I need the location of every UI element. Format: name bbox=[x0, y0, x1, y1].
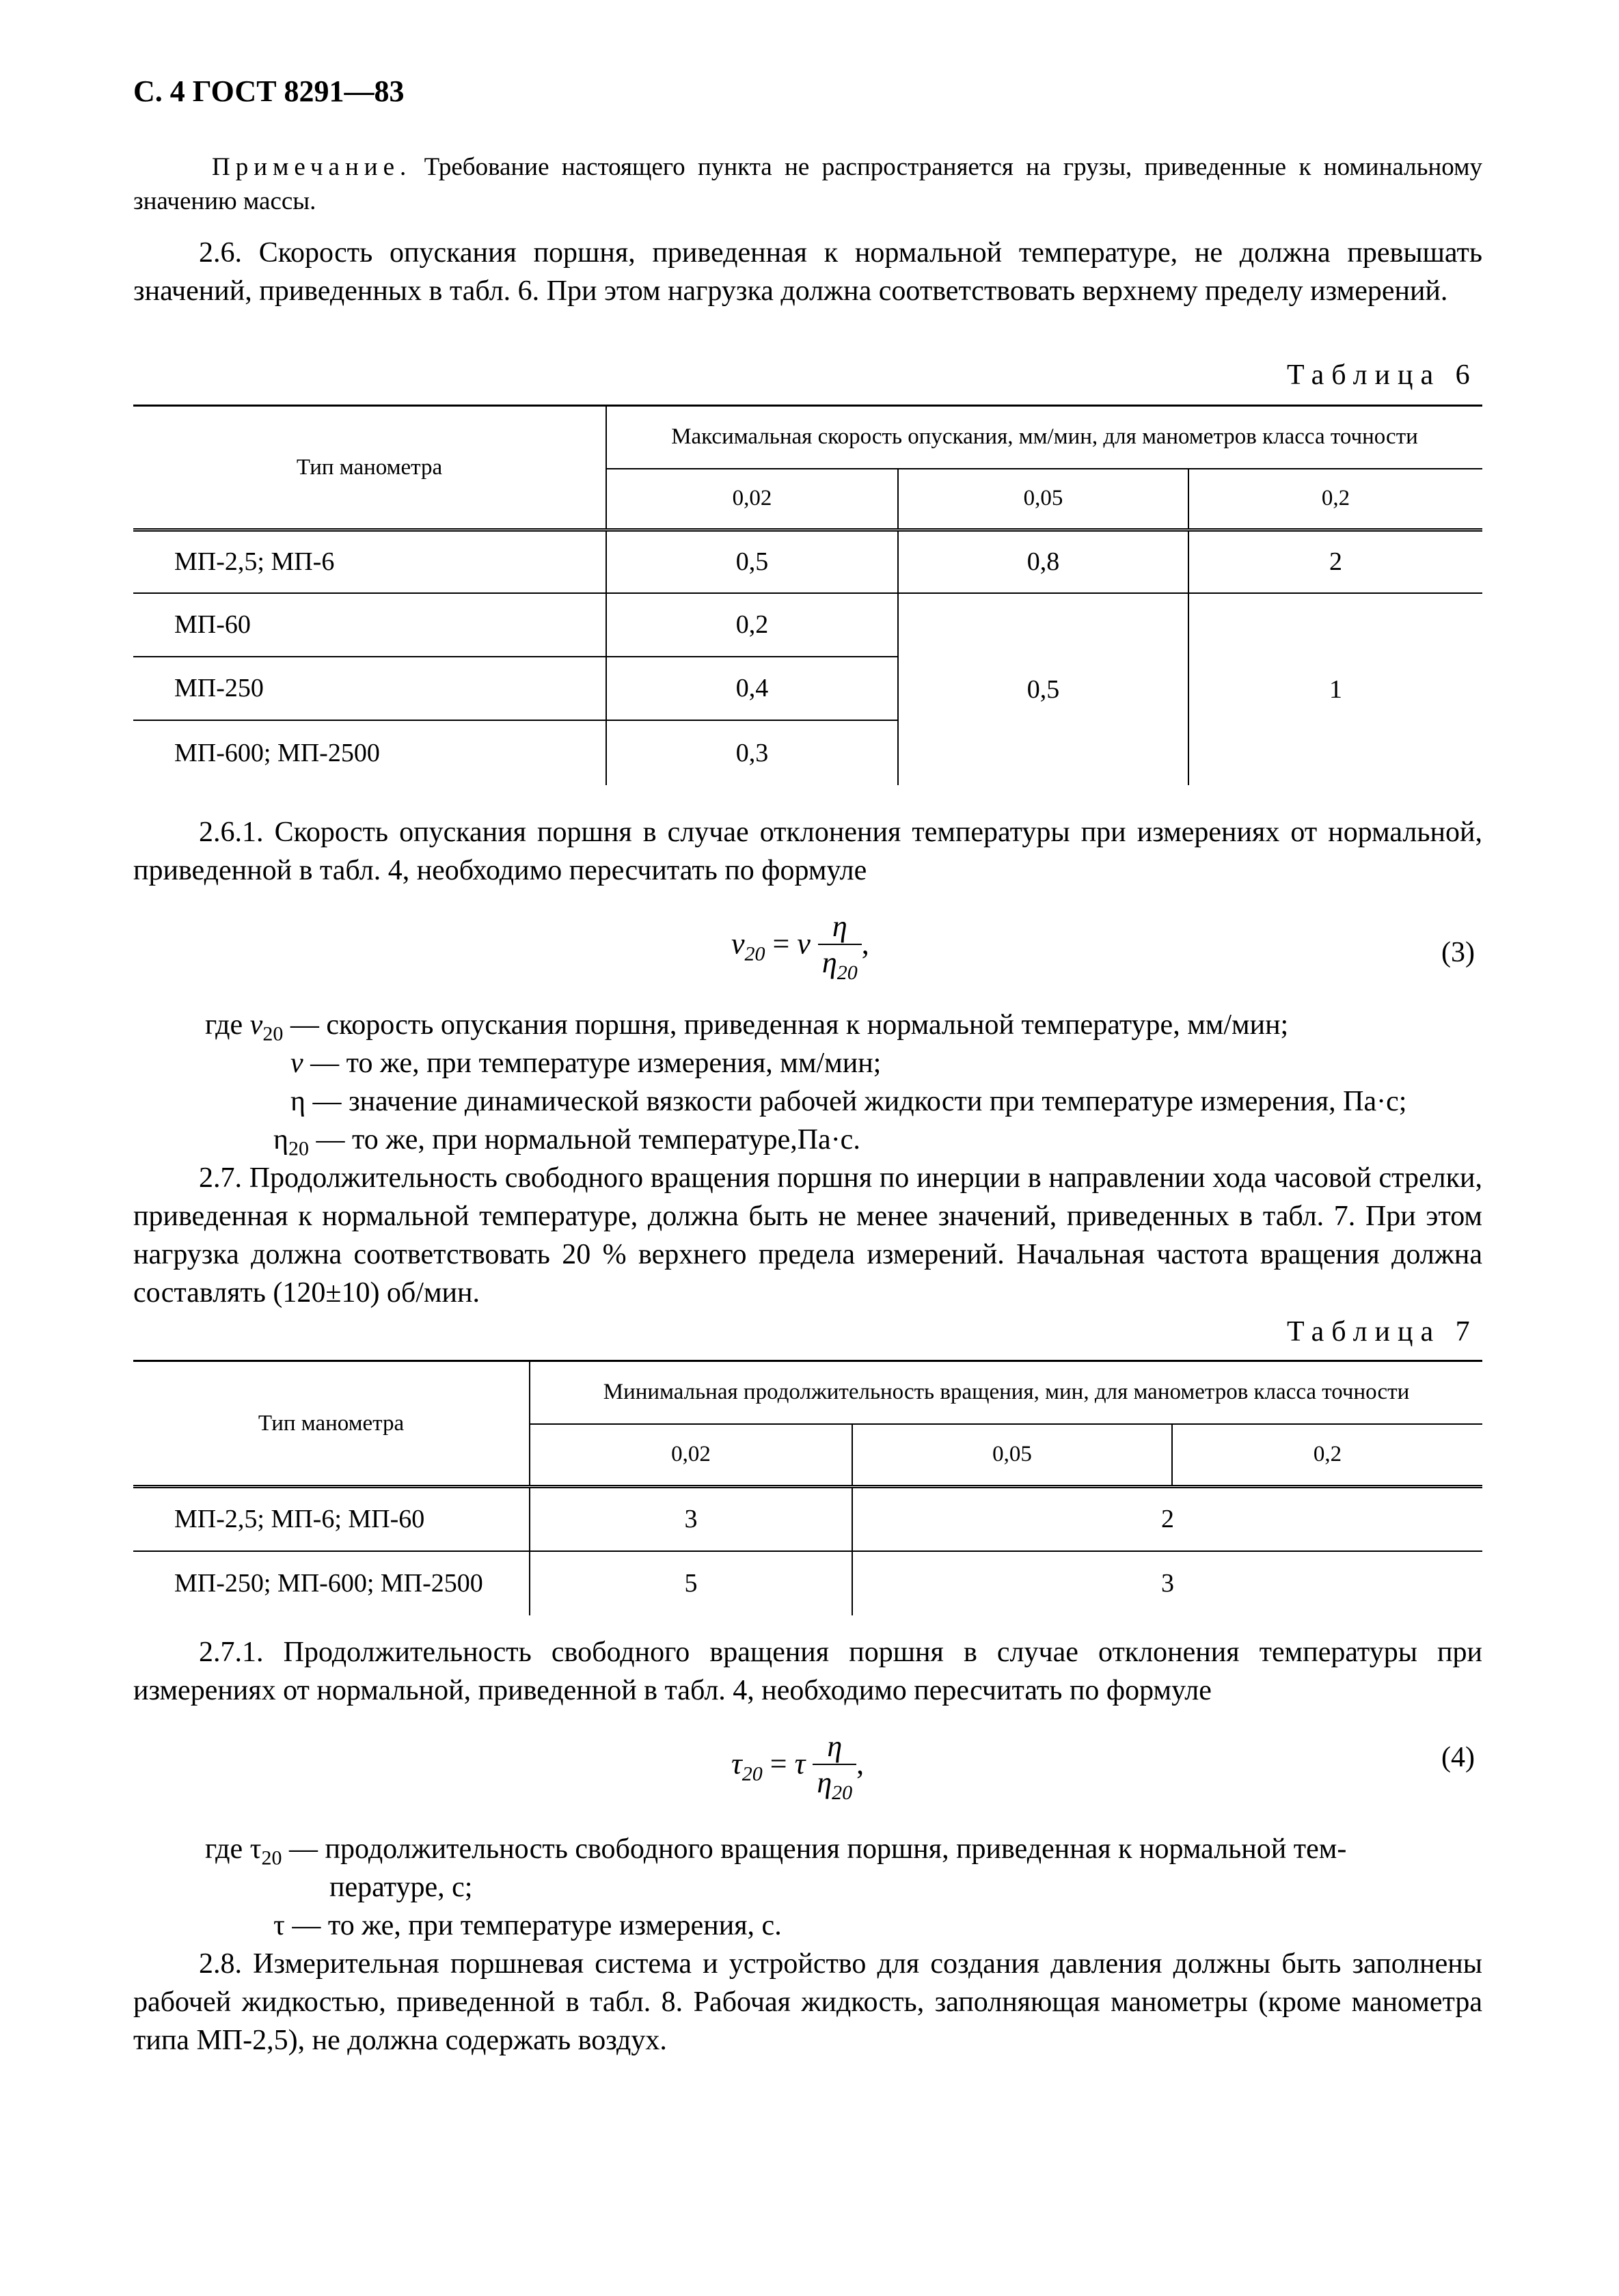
where-text: — скорость опускания поршня, приведенная к нормальной температуре, мм/мин; bbox=[290, 1009, 1289, 1041]
table-cell: 2 bbox=[1329, 547, 1342, 577]
table-cell: МП-250; МП-600; МП-2500 bbox=[133, 1551, 530, 1615]
table-7 bbox=[133, 1360, 1482, 1615]
paragraph-2-6-text: 2.6. Скорость опускания поршня, приведенная к нормальной температуре, не должна превышать значений, приведенных в табл. 6. При этом нагрузка должна соответствовать верхнему пределу измерений. bbox=[133, 237, 1482, 307]
table-7-class-header: 0,2 bbox=[1313, 1442, 1342, 1467]
table-cell: 5 bbox=[530, 1551, 852, 1615]
table-6-type-header: Тип манометра bbox=[133, 406, 606, 530]
formula-symbol: τ bbox=[249, 1833, 262, 1865]
formula-comma: , bbox=[861, 927, 869, 961]
table-cell: 3 bbox=[530, 1487, 852, 1551]
formula-symbol: τ bbox=[273, 1910, 285, 1941]
fraction-denominator: η bbox=[821, 946, 837, 979]
paragraph-2-6 bbox=[133, 234, 1482, 310]
formula-subscript: 20 bbox=[742, 1762, 763, 1786]
fraction-numerator: η bbox=[813, 1729, 856, 1765]
paragraph-2-6-1 bbox=[133, 813, 1482, 890]
equation-number-4: (4) bbox=[1441, 1742, 1475, 1773]
formula-subscript: 20 bbox=[262, 1022, 284, 1046]
formula-symbol: v bbox=[731, 927, 745, 961]
where-label: где bbox=[205, 1833, 243, 1865]
equation-number-3: (3) bbox=[1441, 937, 1475, 968]
where-line bbox=[329, 1868, 472, 1906]
formula-symbol: v bbox=[797, 927, 811, 961]
table-6-class-header: 0,02 bbox=[606, 469, 898, 530]
paragraph-2-7 bbox=[133, 1159, 1482, 1312]
table-cell: 0,3 bbox=[606, 720, 898, 785]
table-7-caption: Таблица 7 bbox=[1287, 1316, 1478, 1348]
formula-symbol: τ bbox=[794, 1747, 806, 1781]
paragraph-2-7-1-text: 2.7.1. Продолжительность свободного вращения поршня в случае отклонения температуры при измерениях от нормальной, приведенной в табл. 4, необходимо пересчитать по формуле bbox=[133, 1637, 1482, 1706]
table-cell: МП-2,5; МП-6 bbox=[133, 530, 606, 593]
formula-comma: , bbox=[856, 1747, 865, 1781]
where-label: где bbox=[205, 1009, 243, 1041]
table-6-caption: Таблица 6 bbox=[1287, 359, 1478, 391]
table-row bbox=[133, 530, 1482, 593]
formula-4 bbox=[731, 1729, 864, 1805]
table-cell: 2 bbox=[1161, 1505, 1174, 1534]
where-text: — продолжительность свободного вращения поршня, приведенная к нормальной тем- bbox=[289, 1833, 1347, 1865]
formula-symbol: η bbox=[273, 1124, 288, 1156]
table-cell: 0,4 bbox=[606, 657, 898, 720]
formula-subscript: 20 bbox=[744, 942, 765, 966]
table-cell: МП-250 bbox=[133, 657, 606, 720]
where-line bbox=[273, 1906, 782, 1945]
formula-subscript: 20 bbox=[836, 961, 858, 984]
table-row bbox=[133, 593, 1482, 657]
fraction-denominator: η bbox=[817, 1766, 832, 1799]
table-6-class-header: 0,05 bbox=[898, 469, 1188, 530]
table-cell: 0,2 bbox=[606, 593, 898, 657]
where-line bbox=[290, 1082, 1406, 1121]
table-cell: 0,5 bbox=[898, 593, 1188, 785]
table-cell: МП-600; МП-2500 bbox=[133, 720, 606, 785]
fraction-numerator: η bbox=[818, 909, 862, 945]
note-text: Требование настоящего пункта не распространяется на грузы, приведенные к номинальному значению массы. bbox=[133, 153, 1482, 215]
note bbox=[133, 150, 1482, 219]
formula-subscript: 20 bbox=[261, 1846, 282, 1870]
where-line bbox=[290, 1044, 881, 1082]
paragraph-2-8 bbox=[133, 1945, 1482, 2060]
page-header: С. 4 ГОСТ 8291—83 bbox=[133, 74, 405, 108]
where-text: — то же, при температуре измерения, с. bbox=[292, 1910, 782, 1941]
table-7-group-header: Минимальная продолжительность вращения, мин, для манометров класса точности bbox=[530, 1361, 1482, 1424]
formula-symbol: η bbox=[290, 1086, 305, 1117]
paragraph-2-7-text: 2.7. Продолжительность свободного вращения поршня по инерции в направлении хода часовой стрелки, приведенная к нормальной температуре, должна быть не менее значений, приведенных в табл. 7. При этом нагрузка должна соответствовать 20 % верхнего предела измерений. Начальная частота вращения должна составлять (120±10) об/мин. bbox=[133, 1162, 1482, 1309]
formula-subscript: 20 bbox=[832, 1781, 853, 1804]
table-cell: МП-60 bbox=[133, 593, 606, 657]
fraction bbox=[813, 1729, 856, 1805]
where-text: — значение динамической вязкости рабочей жидкости при температуре измерения, Па·с; bbox=[312, 1086, 1407, 1117]
where-text: — то же, при температуре измерения, мм/мин; bbox=[310, 1048, 882, 1079]
table-7-class-header: 0,02 bbox=[530, 1424, 852, 1487]
table-6-class-header: 0,2 bbox=[1321, 486, 1350, 511]
note-label: Примечание. bbox=[212, 153, 412, 181]
formula-3 bbox=[731, 909, 869, 985]
where-text: — то же, при нормальной температуре,Па·с. bbox=[316, 1124, 860, 1156]
paragraph-2-6-1-text: 2.6.1. Скорость опускания поршня в случае отклонения температуры при измерениях от нормальной, приведенной в табл. 4, необходимо пересчитать по формуле bbox=[133, 817, 1482, 886]
formula-operator: = bbox=[770, 1747, 787, 1781]
table-cell: 0,5 bbox=[606, 530, 898, 593]
table-6-group-header: Максимальная скорость опускания, мм/мин, для манометров класса точности bbox=[606, 406, 1482, 469]
formula-operator: = bbox=[772, 927, 790, 961]
table-cell: 1 bbox=[1329, 674, 1342, 704]
paragraph-2-8-text: 2.8. Измерительная поршневая система и устройство для создания давления должны быть заполнены рабочей жидкостью, приведенной в табл. 8. Рабочая жидкость, заполняющая манометры (кроме манометра типа МП-2,5), не должна содержать воздух. bbox=[133, 1948, 1482, 2056]
table-7-class-header: 0,05 bbox=[852, 1424, 1172, 1487]
where-text: пературе, с; bbox=[329, 1872, 473, 1903]
formula-symbol: v bbox=[249, 1009, 263, 1041]
table-row bbox=[133, 1487, 1482, 1551]
fraction bbox=[818, 909, 862, 985]
table-6 bbox=[133, 405, 1482, 785]
paragraph-2-7-1 bbox=[133, 1633, 1482, 1710]
table-cell: 3 bbox=[1161, 1569, 1174, 1598]
formula-subscript: 20 bbox=[288, 1137, 309, 1160]
table-7-type-header: Тип манометра bbox=[133, 1361, 530, 1487]
table-row bbox=[133, 1551, 1482, 1615]
table-cell: 0,8 bbox=[898, 530, 1188, 593]
table-cell: МП-2,5; МП-6; МП-60 bbox=[133, 1487, 530, 1551]
formula-symbol: τ bbox=[731, 1747, 742, 1781]
formula-symbol: v bbox=[290, 1048, 303, 1079]
